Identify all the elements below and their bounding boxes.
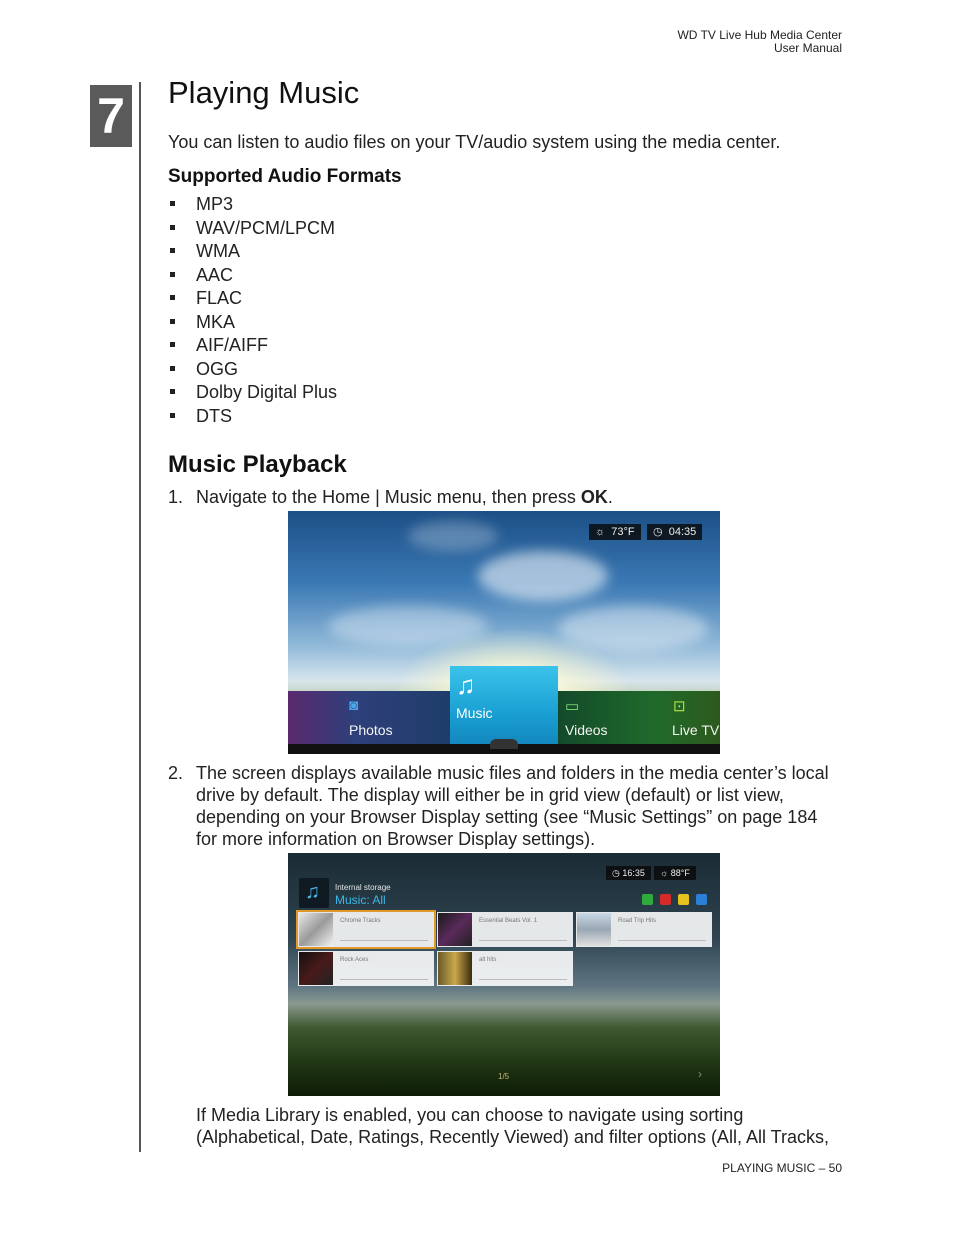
step-line: for more information on Browser Display settings). bbox=[196, 829, 596, 849]
menu-tile-videos-livetv bbox=[558, 691, 720, 746]
music-folder-icon: ♫ bbox=[299, 878, 329, 908]
sun-icon: ☼ bbox=[595, 526, 606, 538]
page-indicator: 1/5 bbox=[498, 1072, 510, 1081]
album-thumbnail bbox=[438, 913, 472, 946]
storage-label: Internal storage bbox=[335, 883, 391, 892]
menu-label: Music bbox=[456, 705, 493, 721]
list-item: AAC bbox=[168, 264, 337, 288]
menu-tile-videos[interactable] bbox=[558, 691, 666, 746]
step-number: 2. bbox=[168, 763, 184, 783]
album-title: Road Trip Hits bbox=[618, 918, 657, 924]
list-item: WMA bbox=[168, 240, 337, 264]
margin-rule bbox=[139, 82, 141, 1152]
sun-icon: ☼ bbox=[660, 868, 669, 878]
list-item: AIF/AIFF bbox=[168, 334, 337, 358]
video-camera-icon: ▭ bbox=[565, 698, 580, 715]
page-footer bbox=[722, 1161, 842, 1175]
step-line: depending on your Browser Display setting (see “Music Settings” on page 184 bbox=[196, 807, 818, 827]
clock-badge bbox=[606, 866, 651, 880]
clock-icon: ◷ bbox=[653, 526, 663, 538]
media-library-text bbox=[196, 1104, 829, 1148]
clock-time: 16:35 bbox=[622, 868, 645, 878]
grid-item[interactable] bbox=[437, 951, 573, 986]
menu-label: Videos bbox=[565, 722, 608, 738]
album-title: Rock Aces bbox=[340, 957, 369, 963]
album-thumbnail bbox=[299, 952, 333, 985]
text-line: (Alphabetical, Date, Ratings, Recently Viewed) and filter options (All, All Tracks, bbox=[196, 1127, 829, 1147]
help-tab[interactable] bbox=[490, 739, 518, 749]
list-item: OGG bbox=[168, 358, 337, 382]
weather-badge bbox=[654, 866, 696, 880]
list-item: WAV/PCM/LPCM bbox=[168, 217, 337, 241]
formats-list bbox=[168, 193, 337, 428]
step-number: 1. bbox=[168, 487, 184, 507]
list-item: FLAC bbox=[168, 287, 337, 311]
clock-icon: ◷ bbox=[612, 868, 620, 878]
menu-tile-music[interactable] bbox=[450, 666, 558, 746]
grid-item[interactable] bbox=[298, 951, 434, 986]
clock-badge bbox=[647, 524, 702, 540]
menu-tile-photos[interactable] bbox=[288, 691, 450, 746]
weather-temp: 88°F bbox=[670, 868, 690, 878]
yellow-button-icon[interactable] bbox=[678, 894, 689, 905]
grid-item[interactable] bbox=[576, 912, 712, 947]
menu-label: Live TV bbox=[672, 722, 720, 738]
step-line: drive by default. The display will either be in grid view (default) or list view, bbox=[196, 785, 784, 805]
album-thumbnail bbox=[299, 913, 333, 946]
clock-time: 04:35 bbox=[668, 526, 697, 538]
list-item: DTS bbox=[168, 405, 337, 429]
weather-badge bbox=[589, 524, 641, 540]
text-line: If Media Library is enabled, you can choose to navigate using sorting bbox=[196, 1105, 744, 1125]
list-item: MKA bbox=[168, 311, 337, 335]
menu-tile-livetv[interactable] bbox=[666, 691, 720, 746]
step-end: . bbox=[607, 487, 613, 507]
chevron-right-icon[interactable]: › bbox=[698, 1067, 702, 1081]
ok-key: OK bbox=[580, 487, 608, 507]
step-line: The screen displays available music files and folders in the media center’s local bbox=[196, 763, 829, 783]
home-menu-screenshot bbox=[288, 511, 720, 754]
page-title: Playing Music bbox=[168, 75, 360, 110]
list-item: MP3 bbox=[168, 193, 337, 217]
album-thumbnail bbox=[577, 913, 611, 946]
header-product: WD TV Live Hub Media Center bbox=[677, 28, 842, 42]
intro-text: You can listen to audio files on your TV/audio system using the media center. bbox=[168, 132, 781, 152]
footer-section: PLAYING MUSIC bbox=[722, 1161, 816, 1175]
running-header bbox=[677, 29, 842, 55]
weather-temp: 73°F bbox=[611, 526, 635, 538]
album-title: Chrome Tracks bbox=[340, 918, 381, 924]
page-number: 50 bbox=[828, 1161, 842, 1175]
album-title: Essential Beats Vol. 1 bbox=[479, 918, 538, 924]
red-button-icon[interactable] bbox=[660, 894, 671, 905]
grid-item[interactable] bbox=[298, 912, 434, 947]
step-text: Navigate to the Home | Music menu, then press bbox=[196, 487, 581, 507]
tv-icon: ⊡ bbox=[673, 698, 686, 715]
grid-item[interactable] bbox=[437, 912, 573, 947]
music-grid-screenshot bbox=[288, 853, 720, 1096]
header-doc: User Manual bbox=[773, 41, 842, 55]
music-note-icon: ♫ bbox=[456, 670, 476, 700]
formats-heading: Supported Audio Formats bbox=[168, 166, 402, 187]
album-title: alt hits bbox=[479, 957, 497, 963]
chapter-number: 7 bbox=[90, 85, 132, 147]
album-thumbnail bbox=[438, 952, 472, 985]
browser-title: Music: All bbox=[335, 893, 386, 907]
list-item: Dolby Digital Plus bbox=[168, 381, 337, 405]
footer-sep: – bbox=[815, 1161, 829, 1175]
menu-label: Photos bbox=[349, 722, 393, 738]
green-button-icon[interactable] bbox=[642, 894, 653, 905]
playback-heading: Music Playback bbox=[168, 451, 347, 478]
camera-icon: ◙ bbox=[349, 697, 359, 714]
blue-button-icon[interactable] bbox=[696, 894, 707, 905]
